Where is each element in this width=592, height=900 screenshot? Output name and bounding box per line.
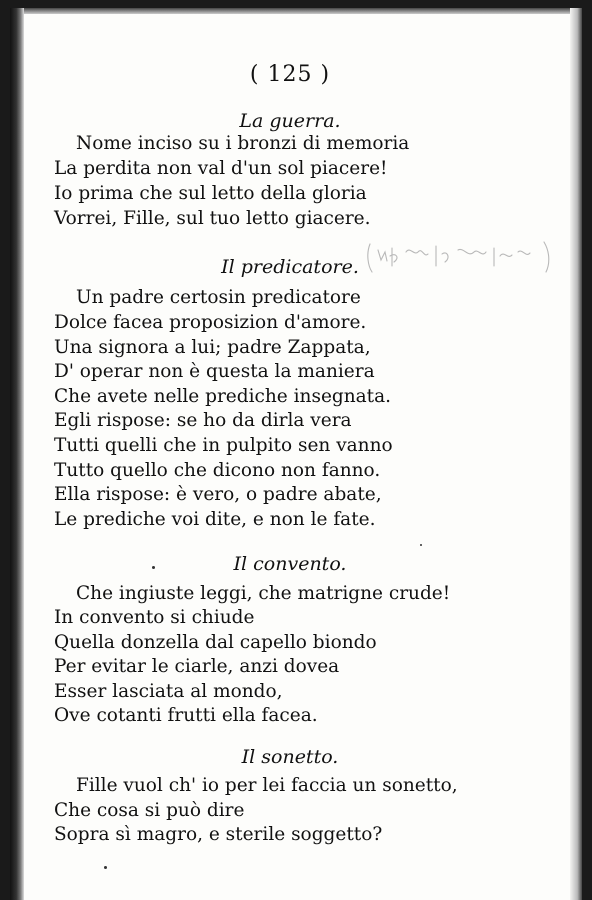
verse-line: Per evitar le ciarle, anzi dovea (54, 656, 340, 677)
verse-line: Ella rispose: è vero, o padre abate, (54, 484, 382, 505)
verse-line: Ove cotanti frutti ella facea. (54, 705, 318, 726)
verse-line: Fille vuol ch' io per lei faccia un sonetto, (76, 775, 458, 796)
section-title-la-guerra: La guerra. (239, 110, 341, 132)
page-top-edge (10, 8, 582, 14)
verse-line: Dolce facea proposizion d'amore. (54, 312, 367, 333)
ink-speck (420, 544, 422, 546)
section-title-il-sonetto: Il sonetto. (241, 746, 339, 768)
verse-line: Nome inciso su i bronzi di memoria (76, 133, 410, 154)
verse-line: Che cosa si può dire (54, 800, 245, 821)
verse-line: In convento si chiude (54, 607, 255, 628)
verse-line: Egli rispose: se ho da dirla vera (54, 410, 352, 431)
verse-line: Io prima che sul letto della gloria (54, 183, 367, 204)
verse-line: D' operar non è questa la maniera (54, 361, 375, 382)
verse-line: Sopra sì magro, e sterile soggetto? (54, 824, 383, 845)
page-number: ( 125 ) (249, 62, 331, 87)
verse-line: Un padre certosin predicatore (76, 287, 361, 308)
verse-line: Tutto quello che dicono non fanno. (54, 460, 381, 481)
section-title-il-predicatore: Il predicatore. (221, 256, 359, 278)
pencil-annotation-scribble (366, 236, 556, 276)
verse-line: Le prediche voi dite, e non le fate. (54, 509, 376, 530)
verse-line: Quella donzella dal capello biondo (54, 632, 377, 653)
verse-line: Che avete nelle prediche insegnata. (54, 386, 392, 407)
verse-line: La perdita non val d'un sol piacere! (54, 158, 388, 179)
verse-line: Una signora a lui; padre Zappata, (54, 337, 371, 358)
ink-speck (152, 566, 155, 569)
verse-line: Tutti quelli che in pulpito sen vanno (54, 435, 393, 456)
page-right-edge (570, 8, 582, 900)
book-page (10, 8, 582, 900)
section-title-il-convento: Il convento. (233, 553, 347, 575)
ink-speck (104, 866, 107, 869)
verse-line: Che ingiuste leggi, che matrigne crude! (76, 583, 451, 604)
verse-line: Vorrei, Fille, sul tuo letto giacere. (54, 208, 371, 229)
verse-line: Esser lasciata al mondo, (54, 681, 283, 702)
